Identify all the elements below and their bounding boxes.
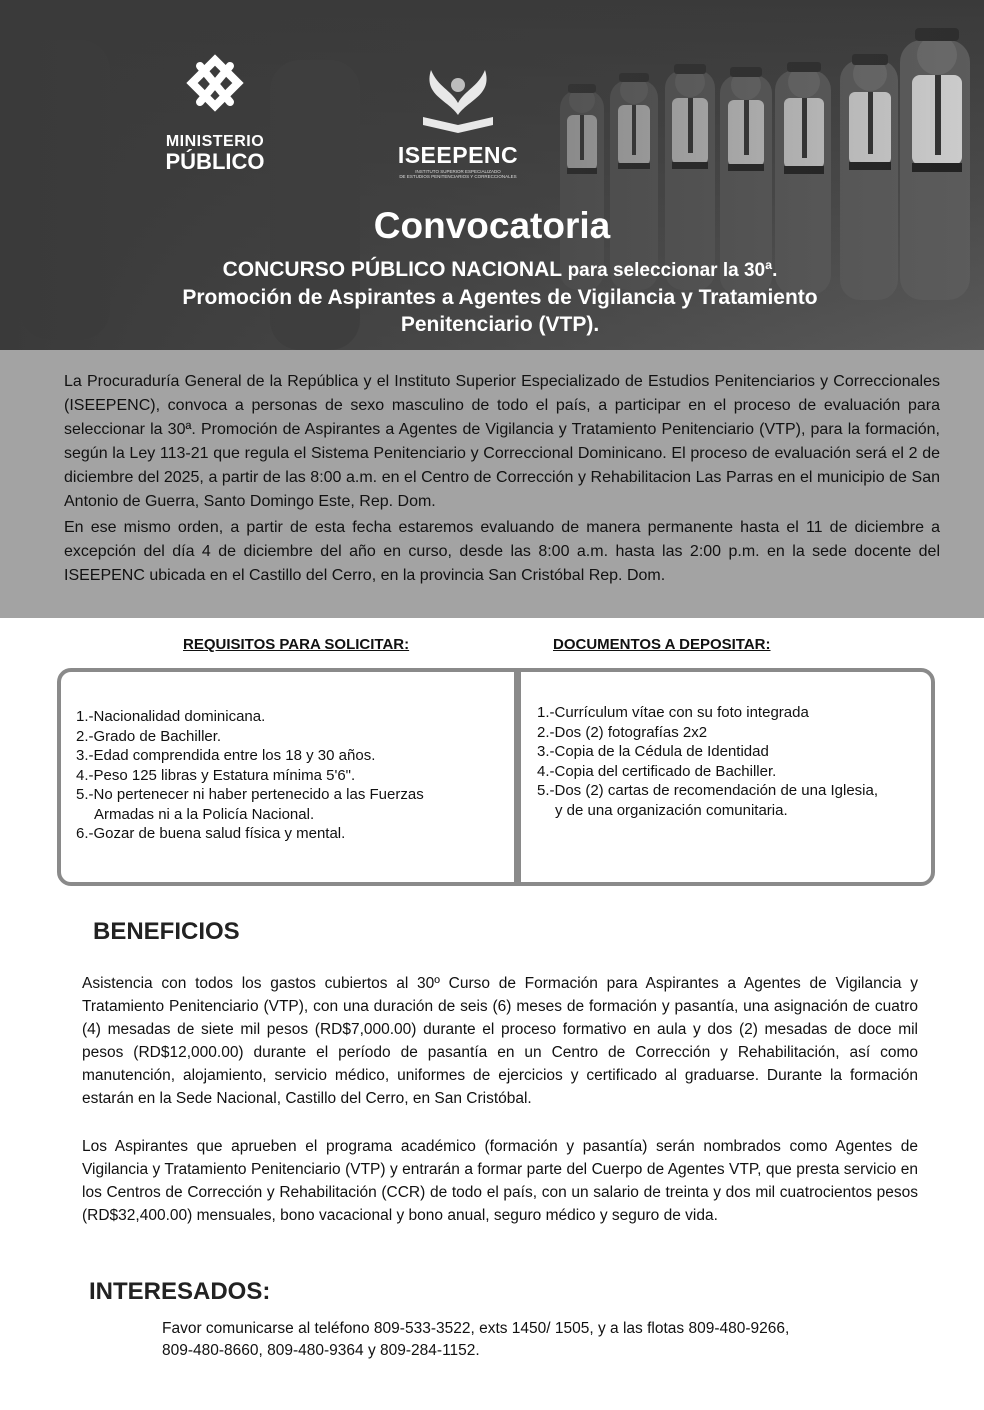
list-item: y de una organización comunitaria.: [555, 801, 788, 819]
list-item: 1.-Nacionalidad dominicana.: [76, 708, 266, 725]
list-item: 5.-No pertenecer ni haber pertenecido a las Fuerzas: [76, 786, 424, 803]
list-item: 6.-Gozar de buena salud física y mental.: [76, 825, 346, 842]
contact-line1: Favor comunicarse al teléfono 809-533-3522, exts 1450/ 1505, y a las flotas 809-480-9266,: [162, 1320, 790, 1337]
ministerio-line1: MINISTERIO: [165, 133, 265, 150]
header-banner: [0, 0, 984, 350]
iseepenc-logo: [378, 55, 538, 179]
page-subtitle: [120, 256, 880, 338]
contact-info: [162, 1318, 882, 1362]
ministerio-logo-icon: [180, 52, 250, 122]
page-title: Convocatoria: [373, 205, 611, 246]
beneficios-title: BENEFICIOS: [93, 918, 240, 945]
list-item: 1.-Currículum vítae con su foto integrada: [537, 704, 809, 721]
requisitos-list: [76, 707, 506, 844]
subtitle-line2: Promoción de Aspirantes a Agentes de Vigilancia y Tratamiento: [182, 286, 818, 309]
subtitle-line3: Penitenciario (VTP).: [400, 313, 600, 336]
beneficios-paragraph-2: Los Aspirantes que aprueben el programa académico (formación y pasantía) serán nombrados como Agentes de Vigilancia y Tratamiento Penitenciario (VTP) y entrarán a formar parte del Cuerpo de Agentes VTP, que presta servicio en los Centros de Corrección y Rehabilitación (CCR) de todo el país, con un salario de treinta y dos mil cuatrocientos pesos (RD$32,400.00) mensuales, bono vacacional y bono anual, seguro médico y seguro de vida.: [82, 1138, 918, 1224]
interesados-title: INTERESADOS:: [89, 1278, 271, 1305]
list-item: 3.-Copia de la Cédula de Identidad: [537, 743, 769, 760]
ministerio-line2: PÚBLICO: [165, 149, 265, 174]
iseepenc-emblem-icon: [403, 55, 513, 135]
list-item: Armadas ni a la Policía Nacional.: [94, 805, 315, 823]
documentos-title: DOCUMENTOS A DEPOSITAR:: [553, 636, 771, 653]
ministerio-publico-logo: [150, 52, 280, 173]
iseepenc-name: ISEEPENC: [397, 142, 519, 168]
subtitle-bold: CONCURSO PÚBLICO NACIONAL: [222, 258, 562, 281]
list-item: 5.-Dos (2) cartas de recomendación de una Iglesia,: [537, 782, 879, 799]
list-item: 4.-Copia del certificado de Bachiller.: [537, 762, 777, 780]
intro-section: [0, 350, 984, 618]
list-item: 4.-Peso 125 libras y Estatura mínima 5'6".: [76, 766, 356, 784]
box-divider: [514, 672, 521, 886]
intro-paragraph-2: En ese mismo orden, a partir de esta fecha estaremos evaluando de manera permanente hasta el 11 de diciembre a excepción del día 4 de diciembre del año en curso, desde las 8:00 a.m. hasta las 2:00 p.m. en la sede docente del ISEEPENC ubicada en el Castillo del Cerro, en la provincia San Cristóbal Rep. Dom.: [64, 519, 940, 584]
requisitos-title: REQUISITOS PARA SOLICITAR:: [183, 636, 410, 653]
intro-paragraph-1: La Procuraduría General de la República y el Instituto Superior Especializado de Estudios Penitenciarios y Correccionales (ISEEPENC), convoca a personas de sexo masculino de todo el país, a participar en el proceso de evaluación para seleccionar la 30ª. Promoción de Aspirantes a Agentes de Vigilancia y Tratamiento Penitenciario (VTP), para la formación, según la Ley 113-21 que regula el Sistema Penitenciario y Correccional Dominicano. El proceso de evaluación será el 2 de diciembre del 2025, a partir de las 8:00 a.m. en el Centro de Corrección y Rehabilitacion Las Parras en el municipio de San Antonio de Guerra, Santo Domingo Este, Rep. Dom.: [64, 373, 940, 510]
subtitle-rest: para seleccionar la 30ª.: [567, 260, 778, 281]
iseepenc-sub1: INSTITUTO SUPERIOR ESPECIALIZADO: [415, 169, 501, 174]
list-item: 2.-Dos (2) fotografías 2x2: [537, 723, 708, 741]
documentos-list: [537, 703, 927, 820]
contact-line2: 809-480-8660, 809-480-9364 y 809-284-1152.: [162, 1342, 480, 1359]
list-item: 3.-Edad comprendida entre los 18 y 30 años.: [76, 747, 376, 764]
list-item: 2.-Grado de Bachiller.: [76, 727, 222, 745]
beneficios-paragraph-1: Asistencia con todos los gastos cubiertos al 30º Curso de Formación para Aspirantes a Agentes de Vigilancia y Tratamiento Penitenciario (VTP), con una duración de seis (6) meses de formación y pasantía, una asignación de cuatro (4) mesadas de siete mil pesos (RD$7,000.00) durante el proceso formativo en aula y dos (2) mesadas de doce mil pesos (RD$12,000.00) durante el período de pasantía en un Centro de Corrección y Rehabilitación, así como manutención, alojamiento, servicio médico, uniformes de ejercicios y certificado al graduarse. Durante la formación estarán en la Sede Nacional, Castillo del Cerro, en San Cristóbal.: [82, 975, 918, 1107]
iseepenc-sub2: DE ESTUDIOS PENITENCIARIOS Y CORRECCIONALES: [399, 174, 517, 179]
